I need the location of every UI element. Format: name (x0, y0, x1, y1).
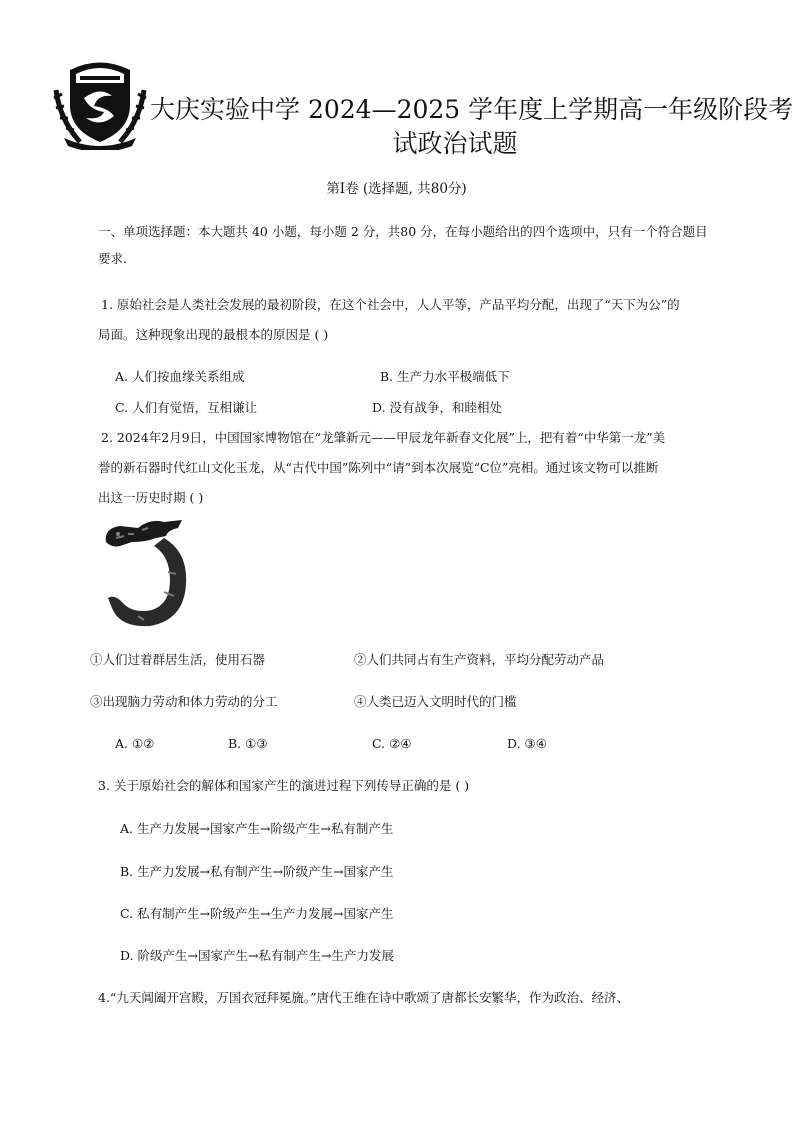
q2-statement-3: ③出现脑力劳动和体力劳动的分工 (90, 694, 278, 709)
q2-option-b: B. ①③ (228, 736, 268, 751)
q2-stem-line-2: 誉的新石器时代红山文化玉龙，从“古代中国”陈列中“请”到本次展览“C位”亮相。通过该文物可以推断 (98, 460, 659, 475)
q3-option-b: B. 生产力发展→私有制产生→阶级产生→国家产生 (120, 864, 394, 879)
q2-option-a: A. ①② (115, 736, 155, 751)
school-emblem-logo (50, 50, 150, 150)
q1-option-c: C. 人们有觉悟，互相谦让 (115, 400, 258, 415)
q2-option-c: C. ②④ (372, 736, 412, 751)
q2-option-d: D. ③④ (507, 736, 547, 751)
q4-stem-line-1: 4.“九天阊阖开宫殿，万国衣冠拜冕旒。”唐代王维在诗中歌颂了唐都长安繁华，作为政治、经济、 (98, 990, 629, 1005)
q3-stem: 3. 关于原始社会的解体和国家产生的演进过程下列传导正确的是 ( ) (98, 778, 470, 793)
q2-statement-1: ①人们过着群居生活，使用石器 (90, 652, 266, 667)
q3-option-a: A. 生产力发展→国家产生→阶级产生→私有制产生 (120, 821, 394, 836)
jade-dragon-image (98, 512, 190, 632)
section-subtitle: 第Ⅰ卷 (选择题, 共80分) (326, 181, 467, 197)
q3-option-c: C. 私有制产生→阶级产生→生产力发展→国家产生 (120, 906, 394, 921)
q2-stem-line-1: 2. 2024年2月9日，中国国家博物馆在“龙肇新元——甲辰龙年新春文化展”上，把有着“中华第一龙”美 (101, 430, 666, 445)
q2-statement-4: ④人类已迈入文明时代的门槛 (354, 694, 517, 709)
title-line-1: 大庆实验中学 2024—2025 学年度上学期高一年级阶段考 (150, 95, 793, 124)
title-line-2: 试政治试题 (392, 129, 518, 158)
q2-stem-line-3: 出这一历史时期 ( ) (98, 490, 204, 505)
section-instruction-line-2: 要求. (98, 251, 127, 266)
section-instruction-line-1: 一、单项选择题：本大题共 40 小题，每小题 2 分，共80 分，在每小题给出的四个选项中，只有一个符合题目 (98, 224, 708, 239)
page-title (150, 93, 793, 161)
q1-option-d: D. 没有战争，和睦相处 (372, 400, 503, 415)
q1-stem-line-2: 局面。这种现象出现的最根本的原因是 ( ) (98, 327, 329, 342)
q2-statement-2: ②人们共同占有生产资料，平均分配劳动产品 (354, 652, 605, 667)
q1-option-a: A. 人们按血缘关系组成 (115, 369, 245, 384)
q1-stem-line-1: 1. 原始社会是人类社会发展的最初阶段，在这个社会中，人人平等，产品平均分配，出现了“天下为公”的 (101, 297, 680, 312)
q1-option-b: B. 生产力水平极端低下 (380, 369, 510, 384)
jade-dragon-icon (98, 512, 190, 632)
school-emblem-icon (50, 50, 150, 150)
q3-option-d: D. 阶级产生→国家产生→私有制产生→生产力发展 (120, 948, 394, 963)
